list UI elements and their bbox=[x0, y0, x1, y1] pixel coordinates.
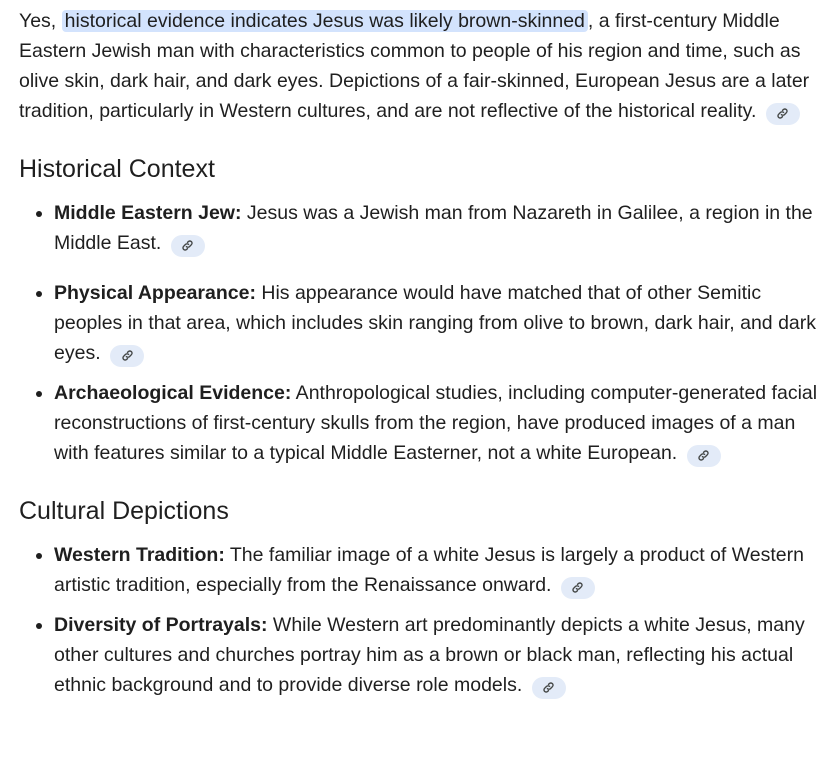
link-icon bbox=[571, 581, 584, 594]
intro-paragraph bbox=[19, 6, 822, 126]
list-item-text: Anthropological studies, including computer-generated facial reconstructions of first-century skulls from the region, have produced images of a man with features similar to a typical Middle Easterner, not a white European. bbox=[54, 382, 818, 464]
citation-link-button[interactable] bbox=[110, 345, 144, 367]
list-item-text: His appearance would have matched that of other Semitic peoples in that area, which includes skin ranging from olive to brown, dark hair, and dark eyes. bbox=[54, 282, 817, 364]
list-item-term: Western Tradition: bbox=[54, 544, 225, 566]
list-item-term: Physical Appearance: bbox=[54, 282, 256, 304]
list-item-text: Jesus was a Jewish man from Nazareth in Galilee, a region in the Middle East. bbox=[54, 202, 813, 254]
citation-link-button[interactable] bbox=[561, 577, 595, 599]
list-item-term: Diversity of Portrayals: bbox=[54, 614, 268, 636]
section-heading-historical-context: Historical Context bbox=[19, 155, 215, 183]
citation-link-button[interactable] bbox=[171, 235, 205, 257]
intro-rest: , a first-century Middle Eastern Jewish man with characteristics common to people of his region and time, such as olive skin, dark hair, and dark eyes. Depictions of a fair-skinned, European Jesus are a later tradition, particularly in Western cultures, and are not reflective of the historical reality. bbox=[19, 10, 810, 122]
cultural-depictions-list bbox=[19, 540, 822, 700]
link-icon bbox=[776, 107, 789, 120]
link-icon bbox=[121, 349, 134, 362]
list-item bbox=[54, 610, 822, 700]
section-heading-cultural-depictions: Cultural Depictions bbox=[19, 497, 229, 525]
highlighted-claim[interactable]: historical evidence indicates Jesus was likely brown-skinned bbox=[62, 10, 588, 32]
list-item-term: Middle Eastern Jew: bbox=[54, 202, 242, 224]
citation-link-button[interactable] bbox=[687, 445, 721, 467]
historical-context-list bbox=[19, 198, 822, 468]
list-item-text: While Western art predominantly depicts a white Jesus, many other cultures and churches portray him as a brown or black man, reflecting his actual ethnic background and to provide diverse role models. bbox=[54, 614, 805, 696]
link-icon bbox=[181, 239, 194, 252]
list-item-text: The familiar image of a white Jesus is largely a product of Western artistic tradition, especially from the Renaissance onward. bbox=[54, 544, 804, 596]
link-icon bbox=[542, 681, 555, 694]
list-item bbox=[54, 378, 822, 468]
list-item bbox=[54, 540, 822, 600]
list-item bbox=[54, 278, 822, 368]
list-item bbox=[54, 198, 822, 258]
list-item-term: Archaeological Evidence: bbox=[54, 382, 292, 404]
link-icon bbox=[697, 449, 710, 462]
intro-lead: Yes, bbox=[19, 10, 62, 32]
citation-link-button[interactable] bbox=[532, 677, 566, 699]
citation-link-button[interactable] bbox=[766, 103, 800, 125]
